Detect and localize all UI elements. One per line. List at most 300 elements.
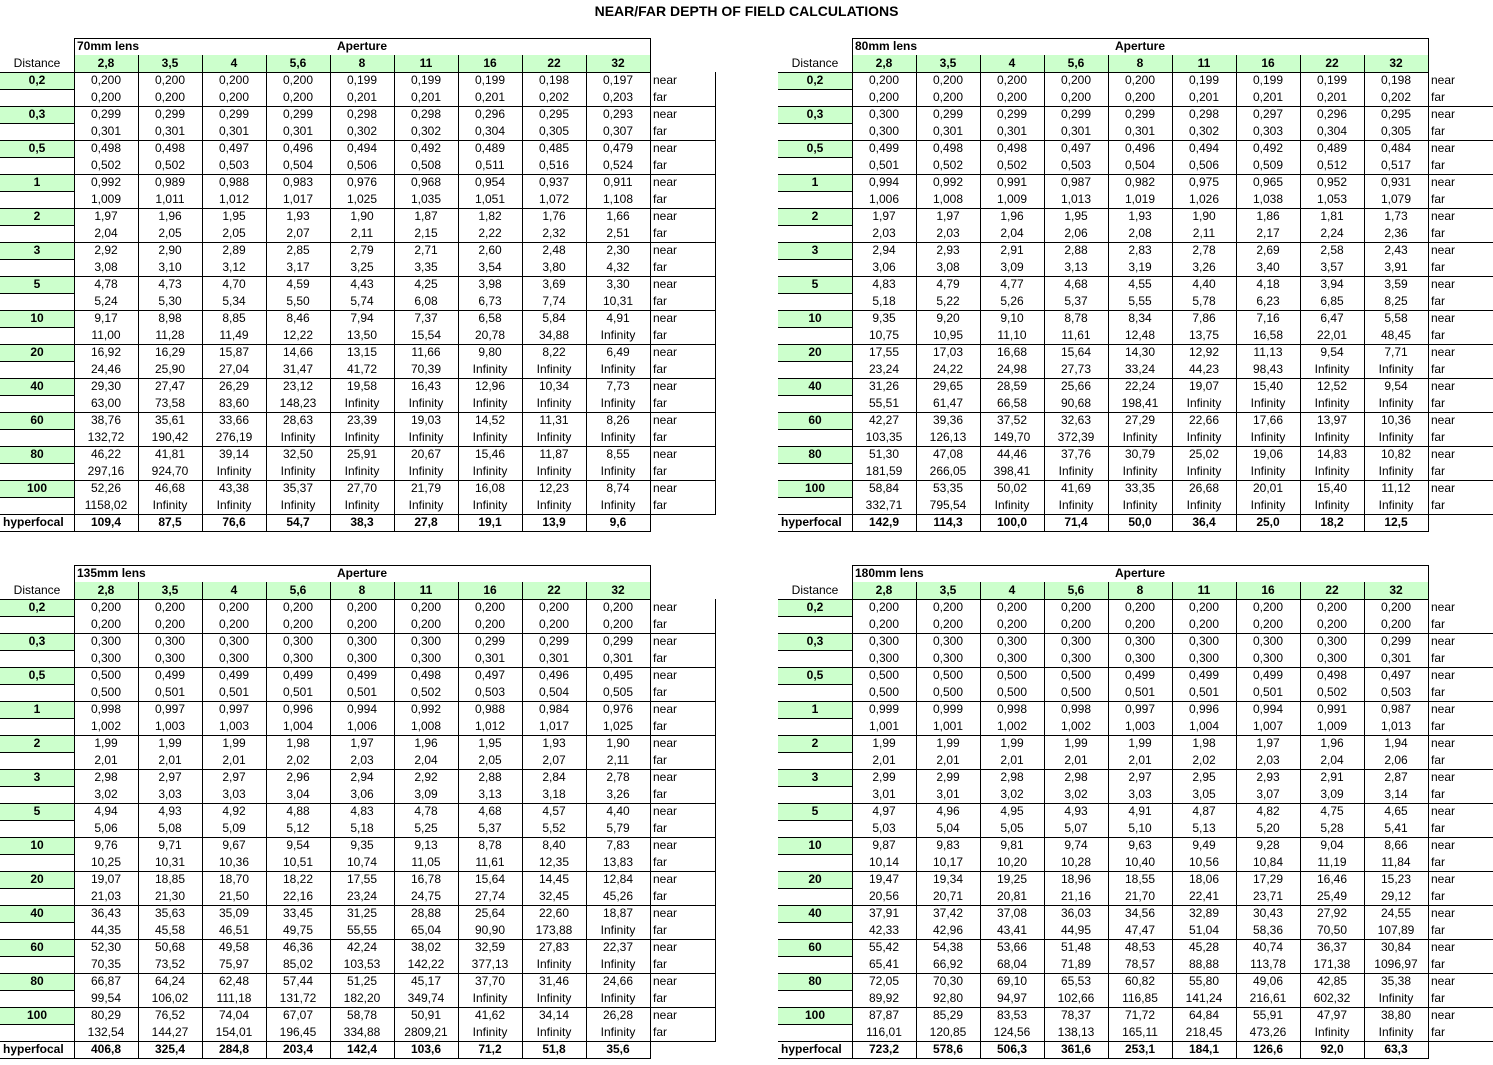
grid-line xyxy=(0,599,651,600)
grid-line xyxy=(778,191,853,192)
far-label: far xyxy=(1431,855,1446,869)
near-value: 9,20 xyxy=(936,311,960,325)
near-value: 0,976 xyxy=(346,175,378,189)
grid-line xyxy=(1428,38,1429,532)
near-label: near xyxy=(1431,107,1456,121)
far-value: 66,92 xyxy=(932,957,964,971)
grid-line xyxy=(74,38,75,532)
near-value: 55,91 xyxy=(1252,1008,1284,1022)
grid-line xyxy=(852,565,1429,566)
far-value: Infinity xyxy=(536,362,572,376)
far-value: 5,52 xyxy=(542,821,566,835)
near-value: 0,300 xyxy=(1316,634,1348,648)
near-value: 76,52 xyxy=(154,1008,186,1022)
far-value: 6,73 xyxy=(478,294,502,308)
far-value: 1,013 xyxy=(1380,719,1412,733)
near-value: 4,93 xyxy=(158,804,182,818)
grid-line xyxy=(0,1041,716,1042)
grid-line xyxy=(1300,582,1301,1059)
far-value: 1,002 xyxy=(1060,719,1092,733)
near-value: 1,99 xyxy=(1064,736,1088,750)
far-value: 5,10 xyxy=(1128,821,1152,835)
far-value: 0,500 xyxy=(996,685,1028,699)
hyperfocal-value: 109,4 xyxy=(90,515,122,529)
far-label: far xyxy=(1431,889,1446,903)
far-value: 2,01 xyxy=(1128,753,1152,767)
near-value: 0,485 xyxy=(538,141,570,155)
far-value: 5,37 xyxy=(1064,294,1088,308)
far-value: Infinity xyxy=(1122,430,1158,444)
near-value: 16,46 xyxy=(1316,872,1348,886)
near-value: 0,200 xyxy=(602,600,634,614)
aperture-label: Aperture xyxy=(336,39,387,53)
distance-value: 0,3 xyxy=(806,634,824,648)
far-value: 1,009 xyxy=(90,192,122,206)
far-value: 2,11 xyxy=(1192,226,1216,240)
near-value: 0,300 xyxy=(346,634,378,648)
far-value: 65,04 xyxy=(410,923,442,937)
near-value: 0,484 xyxy=(1380,141,1412,155)
far-value: Infinity xyxy=(1314,430,1350,444)
hyperfocal-value: 51,8 xyxy=(542,1042,566,1056)
far-value: 12,48 xyxy=(1124,328,1156,342)
grid-line xyxy=(778,72,1429,73)
grid-line xyxy=(715,599,716,1042)
near-value: 16,78 xyxy=(410,872,442,886)
near-value: 41,81 xyxy=(154,447,186,461)
far-value: 103,35 xyxy=(865,430,903,444)
far-value: 1,006 xyxy=(868,192,900,206)
grid-line xyxy=(522,582,523,1059)
far-value: 8,25 xyxy=(1384,294,1408,308)
far-value: 0,203 xyxy=(602,90,634,104)
far-value: 0,301 xyxy=(474,651,506,665)
near-value: 0,494 xyxy=(346,141,378,155)
near-value: 9,04 xyxy=(1320,838,1344,852)
near-value: 2,30 xyxy=(606,243,630,257)
hyperfocal-value: 578,6 xyxy=(932,1042,964,1056)
far-label: far xyxy=(653,226,668,240)
near-label: near xyxy=(1431,345,1456,359)
far-value: 0,300 xyxy=(932,651,964,665)
near-value: 0,300 xyxy=(868,107,900,121)
far-value: 0,503 xyxy=(1060,158,1092,172)
grid-line xyxy=(778,871,1493,872)
far-value: 32,45 xyxy=(538,889,570,903)
far-value: 5,78 xyxy=(1192,294,1216,308)
near-value: 37,91 xyxy=(868,906,900,920)
aperture-value: 4 xyxy=(230,56,238,70)
near-value: 9,87 xyxy=(872,838,896,852)
grid-line xyxy=(0,480,716,481)
near-value: 9,17 xyxy=(94,311,118,325)
far-label: far xyxy=(653,192,668,206)
far-value: 0,201 xyxy=(1316,90,1348,104)
near-value: 12,96 xyxy=(474,379,506,393)
far-value: 0,300 xyxy=(1188,651,1220,665)
far-value: Infinity xyxy=(1058,464,1094,478)
aperture-value: 16 xyxy=(483,56,497,70)
near-value: 60,82 xyxy=(1124,974,1156,988)
hyperfocal-value: 142,9 xyxy=(868,515,900,529)
far-value: 276,19 xyxy=(215,430,253,444)
near-value: 0,300 xyxy=(1252,634,1284,648)
far-value: 0,201 xyxy=(474,90,506,104)
distance-value: 100 xyxy=(26,1008,48,1022)
near-value: 22,60 xyxy=(538,906,570,920)
far-value: 3,01 xyxy=(936,787,960,801)
far-value: 45,58 xyxy=(154,923,186,937)
grid-line xyxy=(778,701,1493,702)
far-value: 1,004 xyxy=(282,719,314,733)
far-value: 68,04 xyxy=(996,957,1028,971)
grid-line xyxy=(0,191,75,192)
aperture-value: 16 xyxy=(483,583,497,597)
near-value: 2,91 xyxy=(1320,770,1344,784)
grid-line xyxy=(778,752,853,753)
far-value: 6,23 xyxy=(1256,294,1280,308)
near-value: 0,498 xyxy=(1316,668,1348,682)
far-value: 0,302 xyxy=(1188,124,1220,138)
distance-value: 1 xyxy=(33,175,41,189)
far-value: 0,200 xyxy=(218,617,250,631)
grid-line xyxy=(1236,582,1237,1059)
grid-line xyxy=(778,344,1493,345)
near-value: 0,500 xyxy=(932,668,964,682)
distance-value: 3 xyxy=(33,770,41,784)
near-value: 0,991 xyxy=(996,175,1028,189)
near-value: 9,49 xyxy=(1192,838,1216,852)
far-value: 0,201 xyxy=(1188,90,1220,104)
far-value: 44,23 xyxy=(1188,362,1220,376)
far-value: 3,02 xyxy=(1000,787,1024,801)
far-value: 1,002 xyxy=(996,719,1028,733)
far-value: 0,200 xyxy=(1252,617,1284,631)
distance-value: 3 xyxy=(33,243,41,257)
grid-line xyxy=(778,327,853,328)
far-value: 2,05 xyxy=(478,753,502,767)
far-label: far xyxy=(1431,158,1446,172)
far-value: 13,50 xyxy=(346,328,378,342)
far-value: 1,001 xyxy=(932,719,964,733)
near-value: 0,987 xyxy=(1380,702,1412,716)
far-value: 21,30 xyxy=(154,889,186,903)
far-value: 1158,02 xyxy=(84,498,128,512)
hyperfocal-value: 18,2 xyxy=(1320,515,1344,529)
near-label: near xyxy=(653,872,678,886)
near-label: near xyxy=(653,974,678,988)
far-label: far xyxy=(653,753,668,767)
near-value: 0,500 xyxy=(996,668,1028,682)
far-value: 1,072 xyxy=(538,192,570,206)
far-value: Infinity xyxy=(536,430,572,444)
near-value: 5,84 xyxy=(542,311,566,325)
near-value: 2,93 xyxy=(1256,770,1280,784)
near-value: 2,83 xyxy=(1128,243,1152,257)
far-value: 73,52 xyxy=(154,957,186,971)
aperture-value: 11 xyxy=(419,583,433,597)
near-value: 35,09 xyxy=(218,906,250,920)
far-label: far xyxy=(1431,991,1446,1005)
near-value: 9,54 xyxy=(286,838,310,852)
grid-line xyxy=(0,616,75,617)
far-value: 116,01 xyxy=(866,1025,902,1039)
far-value: 10,20 xyxy=(996,855,1028,869)
far-value: 0,304 xyxy=(1316,124,1348,138)
near-label: near xyxy=(1431,940,1456,954)
far-value: 1,011 xyxy=(155,192,185,206)
hyperfocal-value: 36,4 xyxy=(1192,515,1216,529)
near-value: 0,299 xyxy=(538,634,570,648)
near-value: 17,55 xyxy=(868,345,900,359)
far-value: 10,74 xyxy=(346,855,378,869)
far-label: far xyxy=(653,464,668,478)
near-value: 46,36 xyxy=(282,940,314,954)
far-value: 0,300 xyxy=(1060,651,1092,665)
far-value: 2,08 xyxy=(1128,226,1152,240)
far-value: 89,92 xyxy=(868,991,900,1005)
near-value: 0,299 xyxy=(154,107,186,121)
far-value: 0,301 xyxy=(90,124,122,138)
near-value: 0,299 xyxy=(996,107,1028,121)
far-value: 44,95 xyxy=(1060,923,1092,937)
far-label: far xyxy=(653,328,668,342)
near-value: 0,200 xyxy=(932,600,964,614)
near-value: 2,99 xyxy=(872,770,896,784)
near-value: 0,989 xyxy=(154,175,186,189)
near-value: 0,500 xyxy=(1060,668,1092,682)
near-label: near xyxy=(653,243,678,257)
near-value: 23,12 xyxy=(282,379,314,393)
far-value: 5,79 xyxy=(606,821,630,835)
near-value: 4,96 xyxy=(936,804,960,818)
aperture-value: 2,8 xyxy=(97,56,115,70)
grid-line xyxy=(330,55,331,532)
distance-value: 0,2 xyxy=(806,600,824,614)
grid-line xyxy=(0,157,75,158)
near-label: near xyxy=(653,906,678,920)
far-value: 2,03 xyxy=(872,226,896,240)
near-value: 0,293 xyxy=(602,107,634,121)
hyperfocal-value: 361,6 xyxy=(1060,1042,1092,1056)
near-value: 2,94 xyxy=(872,243,896,257)
far-label: far xyxy=(653,685,668,699)
near-value: 30,79 xyxy=(1124,447,1156,461)
far-label: far xyxy=(653,430,668,444)
far-value: 5,34 xyxy=(222,294,246,308)
near-value: 0,499 xyxy=(282,668,314,682)
near-value: 7,94 xyxy=(350,311,374,325)
near-value: 65,53 xyxy=(1060,974,1092,988)
far-value: Infinity xyxy=(600,1025,636,1039)
near-value: 0,965 xyxy=(1252,175,1284,189)
near-value: 4,25 xyxy=(414,277,438,291)
far-value: 42,33 xyxy=(868,923,900,937)
hyperfocal-label: hyperfocal xyxy=(3,515,64,529)
far-value: 10,95 xyxy=(932,328,964,342)
far-value: 0,200 xyxy=(1124,90,1156,104)
far-value: 1,038 xyxy=(1252,192,1284,206)
near-value: 0,295 xyxy=(1380,107,1412,121)
near-value: 0,988 xyxy=(218,175,250,189)
far-value: 1,053 xyxy=(1316,192,1348,206)
hyperfocal-value: 19,1 xyxy=(478,515,502,529)
hyperfocal-value: 63,3 xyxy=(1384,1042,1408,1056)
far-value: Infinity xyxy=(280,498,316,512)
far-value: 3,26 xyxy=(606,787,630,801)
near-value: 18,06 xyxy=(1188,872,1220,886)
far-value: 132,54 xyxy=(87,1025,125,1039)
near-value: 0,300 xyxy=(868,634,900,648)
aperture-value: 11 xyxy=(1197,56,1211,70)
grid-line xyxy=(852,38,1429,39)
far-value: 602,32 xyxy=(1313,991,1351,1005)
near-value: 7,16 xyxy=(1256,311,1280,325)
near-value: 2,78 xyxy=(606,770,630,784)
grid-line xyxy=(778,684,853,685)
far-value: 73,58 xyxy=(154,396,186,410)
far-value: 3,80 xyxy=(542,260,566,274)
near-value: 28,59 xyxy=(996,379,1028,393)
near-value: 0,496 xyxy=(538,668,570,682)
distance-value: 10 xyxy=(30,311,44,325)
far-value: Infinity xyxy=(1314,362,1350,376)
far-value: 924,70 xyxy=(151,464,189,478)
far-value: 3,57 xyxy=(1320,260,1344,274)
far-value: 2,05 xyxy=(158,226,182,240)
far-value: 11,61 xyxy=(475,855,505,869)
far-value: 0,300 xyxy=(346,651,378,665)
near-value: 0,300 xyxy=(996,634,1028,648)
near-value: 0,498 xyxy=(996,141,1028,155)
near-value: 0,999 xyxy=(932,702,964,716)
far-value: 11,49 xyxy=(219,328,249,342)
far-value: 11,84 xyxy=(1381,855,1411,869)
far-value: 90,68 xyxy=(1060,396,1092,410)
near-label: near xyxy=(1431,447,1456,461)
grid-line xyxy=(778,786,853,787)
far-value: 2,03 xyxy=(936,226,960,240)
far-value: 2,32 xyxy=(542,226,566,240)
hyperfocal-value: 142,4 xyxy=(346,1042,378,1056)
distance-value: 0,2 xyxy=(28,73,46,87)
far-value: Infinity xyxy=(536,498,572,512)
near-label: near xyxy=(1431,209,1456,223)
far-value: 0,511 xyxy=(475,158,505,172)
near-value: 0,200 xyxy=(538,600,570,614)
near-value: 12,23 xyxy=(538,481,570,495)
near-value: 26,28 xyxy=(602,1008,634,1022)
near-value: 8,55 xyxy=(606,447,630,461)
near-value: 15,87 xyxy=(218,345,250,359)
grid-line xyxy=(266,582,267,1059)
far-value: 149,70 xyxy=(993,430,1031,444)
far-value: 4,32 xyxy=(606,260,630,274)
hyperfocal-value: 50,0 xyxy=(1128,515,1152,529)
aperture-value: 5,6 xyxy=(1067,583,1085,597)
near-value: 32,59 xyxy=(474,940,506,954)
near-value: 0,200 xyxy=(346,600,378,614)
far-value: 20,56 xyxy=(868,889,900,903)
near-value: 11,13 xyxy=(1253,345,1283,359)
far-value: 1,001 xyxy=(868,719,900,733)
far-label: far xyxy=(1431,787,1446,801)
near-value: 0,200 xyxy=(218,600,250,614)
near-value: 2,97 xyxy=(1128,770,1152,784)
near-value: 0,911 xyxy=(603,175,633,189)
far-value: Infinity xyxy=(280,430,316,444)
far-value: 34,88 xyxy=(538,328,570,342)
near-value: 0,499 xyxy=(218,668,250,682)
near-value: 27,29 xyxy=(1124,413,1156,427)
near-value: 0,494 xyxy=(1188,141,1220,155)
far-value: 0,501 xyxy=(282,685,314,699)
far-value: 6,08 xyxy=(414,294,438,308)
far-value: 5,09 xyxy=(222,821,246,835)
grid-line xyxy=(0,89,75,90)
far-value: 5,41 xyxy=(1384,821,1408,835)
grid-line xyxy=(0,208,716,209)
near-value: 7,86 xyxy=(1192,311,1216,325)
near-value: 34,56 xyxy=(1124,906,1156,920)
near-value: 15,46 xyxy=(474,447,506,461)
aperture-value: 8 xyxy=(1136,583,1144,597)
far-value: 1,012 xyxy=(474,719,506,733)
near-value: 0,200 xyxy=(154,73,186,87)
near-value: 0,300 xyxy=(410,634,442,648)
far-value: 45,26 xyxy=(602,889,634,903)
aperture-label: Aperture xyxy=(1114,39,1165,53)
near-value: 9,35 xyxy=(350,838,374,852)
grid-line xyxy=(0,633,716,634)
near-value: 4,18 xyxy=(1256,277,1280,291)
near-value: 19,25 xyxy=(996,872,1028,886)
far-value: 20,78 xyxy=(474,328,506,342)
near-value: 0,200 xyxy=(996,73,1028,87)
far-value: 70,39 xyxy=(410,362,442,376)
far-value: 2,15 xyxy=(414,226,438,240)
near-value: 19,58 xyxy=(346,379,378,393)
far-value: 25,90 xyxy=(154,362,186,376)
grid-line xyxy=(778,599,1429,600)
near-value: 43,38 xyxy=(218,481,250,495)
near-value: 0,976 xyxy=(602,702,634,716)
distance-value: 100 xyxy=(26,481,48,495)
near-label: near xyxy=(653,668,678,682)
far-value: Infinity xyxy=(1186,498,1222,512)
near-label: near xyxy=(1431,141,1456,155)
far-value: 3,54 xyxy=(478,260,502,274)
near-value: 51,30 xyxy=(868,447,900,461)
far-value: Infinity xyxy=(536,991,572,1005)
grid-line xyxy=(778,1007,1493,1008)
near-value: 0,975 xyxy=(1188,175,1220,189)
grid-line xyxy=(778,922,853,923)
near-value: 8,85 xyxy=(222,311,246,325)
near-value: 16,68 xyxy=(996,345,1028,359)
distance-value: 20 xyxy=(30,872,44,886)
far-value: 0,200 xyxy=(154,617,186,631)
far-value: 0,200 xyxy=(410,617,442,631)
near-value: 3,98 xyxy=(478,277,502,291)
grid-line xyxy=(0,820,75,821)
far-value: 0,200 xyxy=(932,90,964,104)
near-value: 4,95 xyxy=(1000,804,1024,818)
grid-line xyxy=(778,633,1493,634)
near-value: 0,299 xyxy=(218,107,250,121)
far-value: 71,89 xyxy=(1060,957,1092,971)
far-value: 2,24 xyxy=(1320,226,1344,240)
